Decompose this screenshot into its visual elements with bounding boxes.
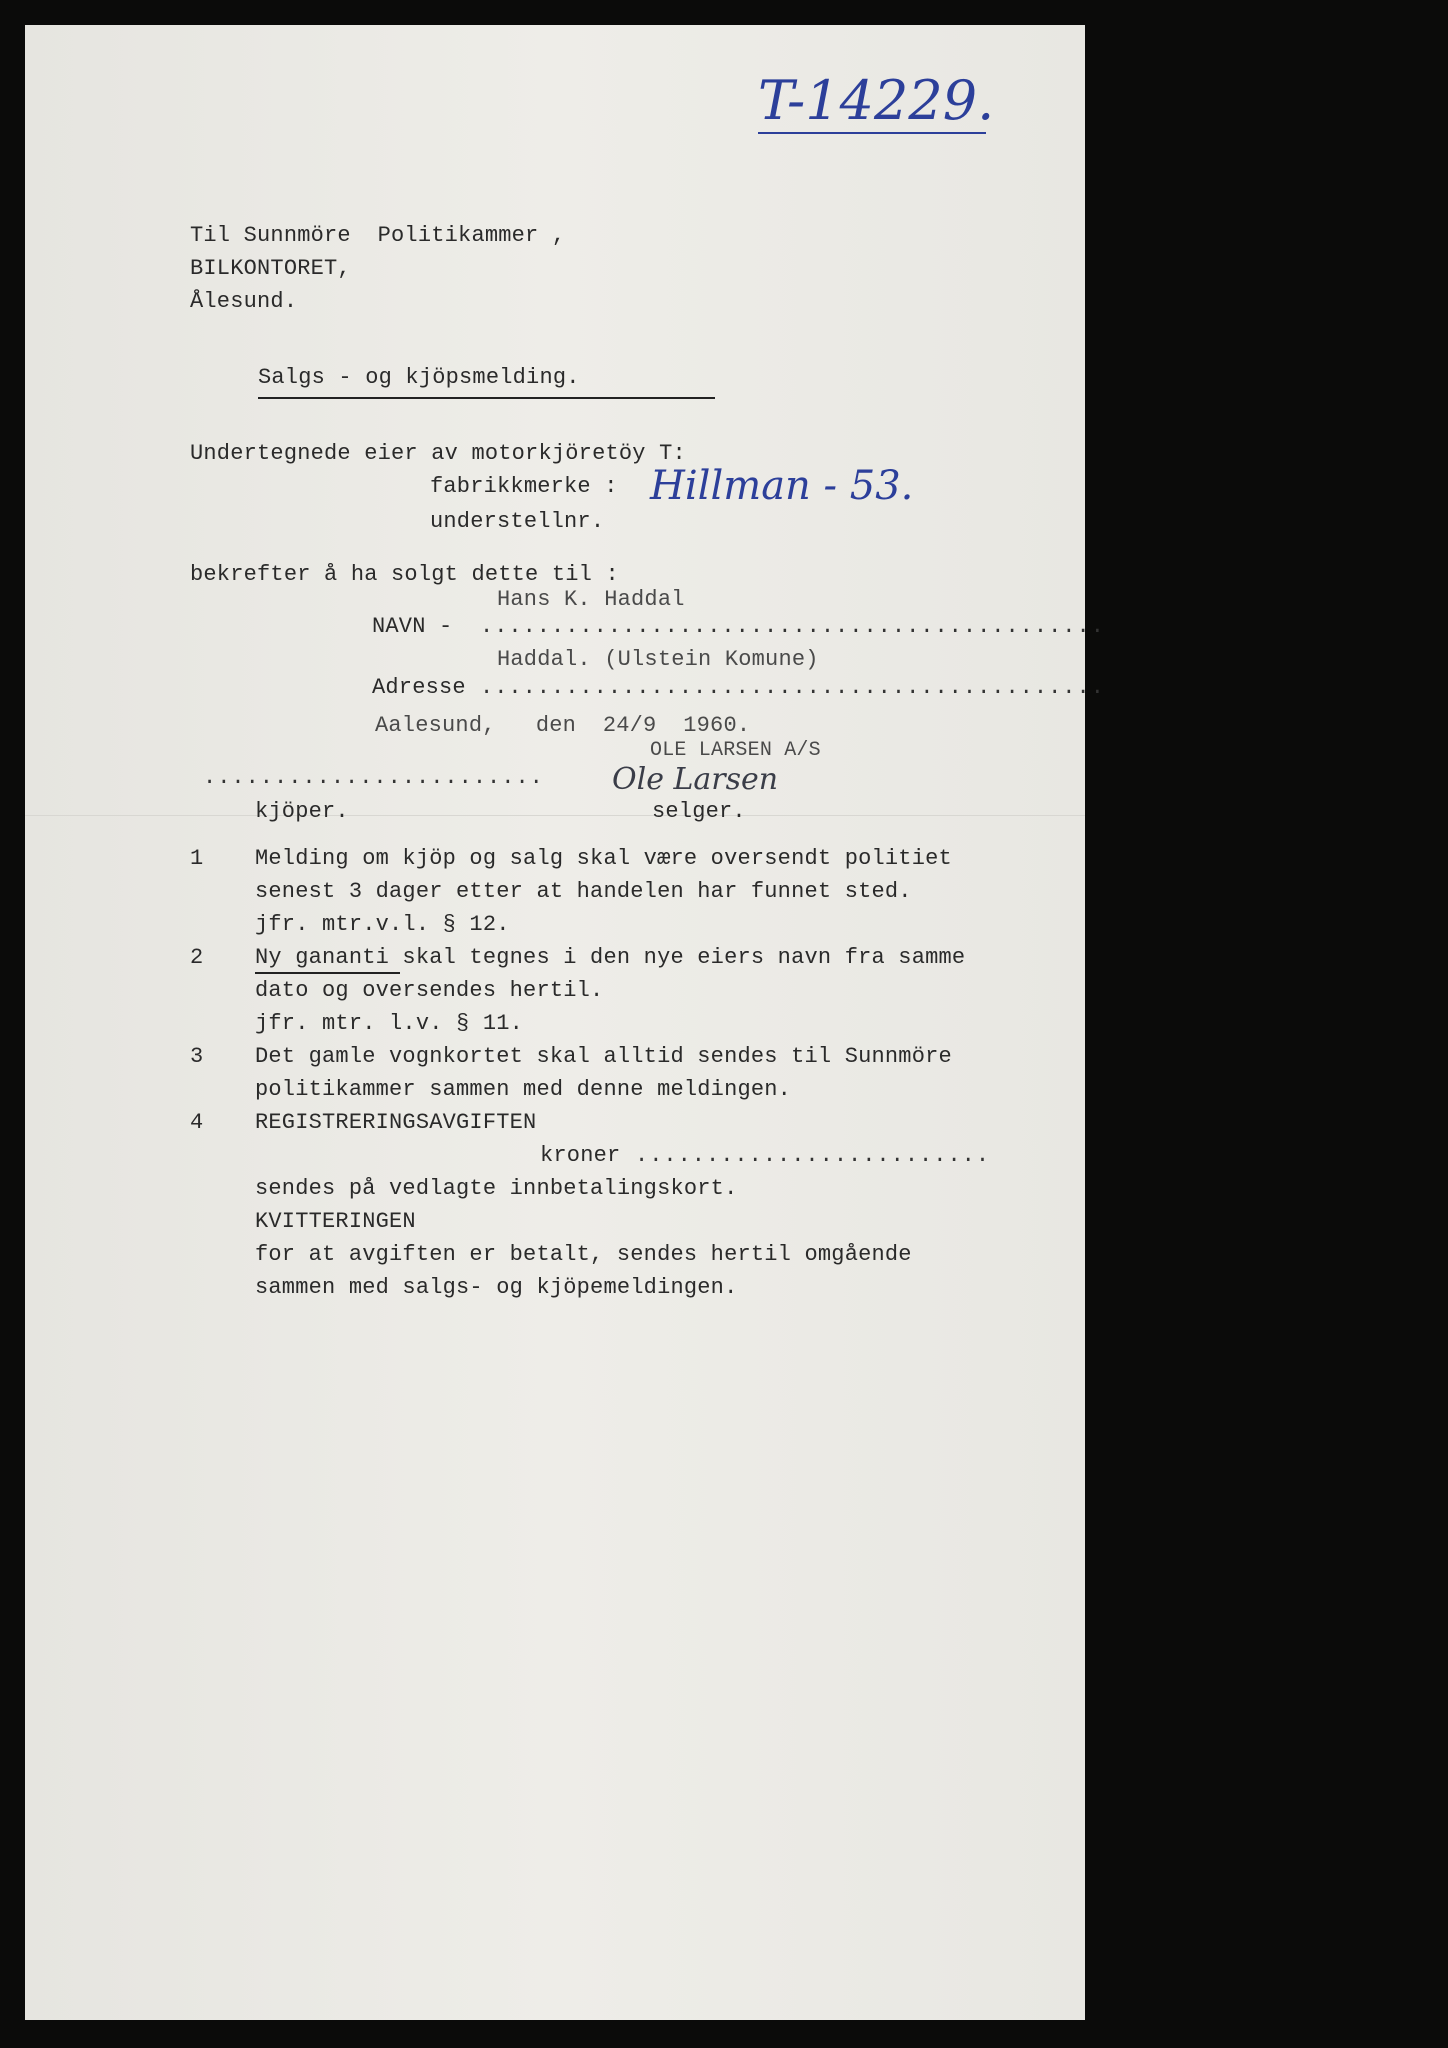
item-underline: [255, 972, 400, 974]
chassis-label: understellnr.: [430, 509, 605, 534]
fee-text: KVITTERINGEN: [255, 1209, 416, 1234]
item-text: Melding om kjöp og salg skal være oversendt politiet: [255, 846, 952, 871]
item-text: Det gamle vognkortet skal alltid sendes til Sunnmöre: [255, 1044, 952, 1069]
item-text: jfr. mtr. l.v. § 11.: [255, 1011, 524, 1036]
buyer-name: Hans K. Haddal: [497, 587, 685, 612]
make-value: Hillman - 53.: [650, 463, 914, 509]
make-label: fabrikkmerke :: [430, 474, 618, 499]
item-number: 3: [190, 1044, 204, 1069]
document-page: [25, 25, 1105, 2020]
item-number: 4: [190, 1110, 204, 1135]
fee-text: for at avgiften er betalt, sendes hertil omgående: [255, 1242, 912, 1267]
item-text: Ny gananti skal tegnes i den nye eiers navn fra samme: [255, 945, 966, 970]
address-label: Adresse: [372, 675, 466, 700]
fee-text: sendes på vedlagte innbetalingskort.: [255, 1176, 738, 1201]
item-text: REGISTRERINGSAVGIFTEN: [255, 1110, 537, 1135]
addressee-line: BILKONTORET,: [190, 256, 351, 281]
buyer-address: Haddal. (Ulstein Komune): [497, 647, 819, 672]
place-date: Aalesund, den 24/9 1960.: [375, 713, 751, 738]
seller-company: OLE LARSEN A/S: [650, 739, 821, 762]
item-number: 1: [190, 846, 204, 871]
addressee-line: Ålesund.: [190, 289, 298, 314]
buyer-label: kjöper.: [255, 799, 349, 824]
item-text: jfr. mtr.v.l. § 12.: [255, 912, 510, 937]
address-dotted-line: ............................................: [480, 675, 1105, 700]
fee-label: kroner: [540, 1143, 621, 1168]
item-text: dato og oversendes hertil.: [255, 978, 604, 1003]
addressee-line: Til Sunnmöre Politikammer ,: [190, 223, 566, 248]
document-title: Salgs - og kjöpsmelding.: [258, 365, 580, 390]
name-label: NAVN -: [372, 614, 453, 639]
reference-number: T-14229.: [758, 69, 995, 132]
fold-line: [25, 815, 1085, 816]
fee-dotted-line: .........................: [635, 1143, 991, 1168]
title-underline: [258, 397, 715, 399]
item-text: senest 3 dager etter at handelen har funnet sted.: [255, 879, 912, 904]
seller-label: selger.: [652, 799, 746, 824]
fee-text: sammen med salgs- og kjöpemeldingen.: [255, 1275, 738, 1300]
confirm-line: bekrefter å ha solgt dette til :: [190, 562, 619, 587]
buyer-signature-line: ........................: [203, 765, 544, 790]
item-text: politikammer sammen med denne meldingen.: [255, 1077, 792, 1102]
owner-line: Undertegnede eier av motorkjöretöy T:: [190, 441, 686, 466]
seller-signature: Ole Larsen: [612, 762, 779, 797]
name-dotted-line: ............................................: [480, 614, 1105, 639]
item-number: 2: [190, 945, 204, 970]
reference-underline: [758, 132, 986, 134]
